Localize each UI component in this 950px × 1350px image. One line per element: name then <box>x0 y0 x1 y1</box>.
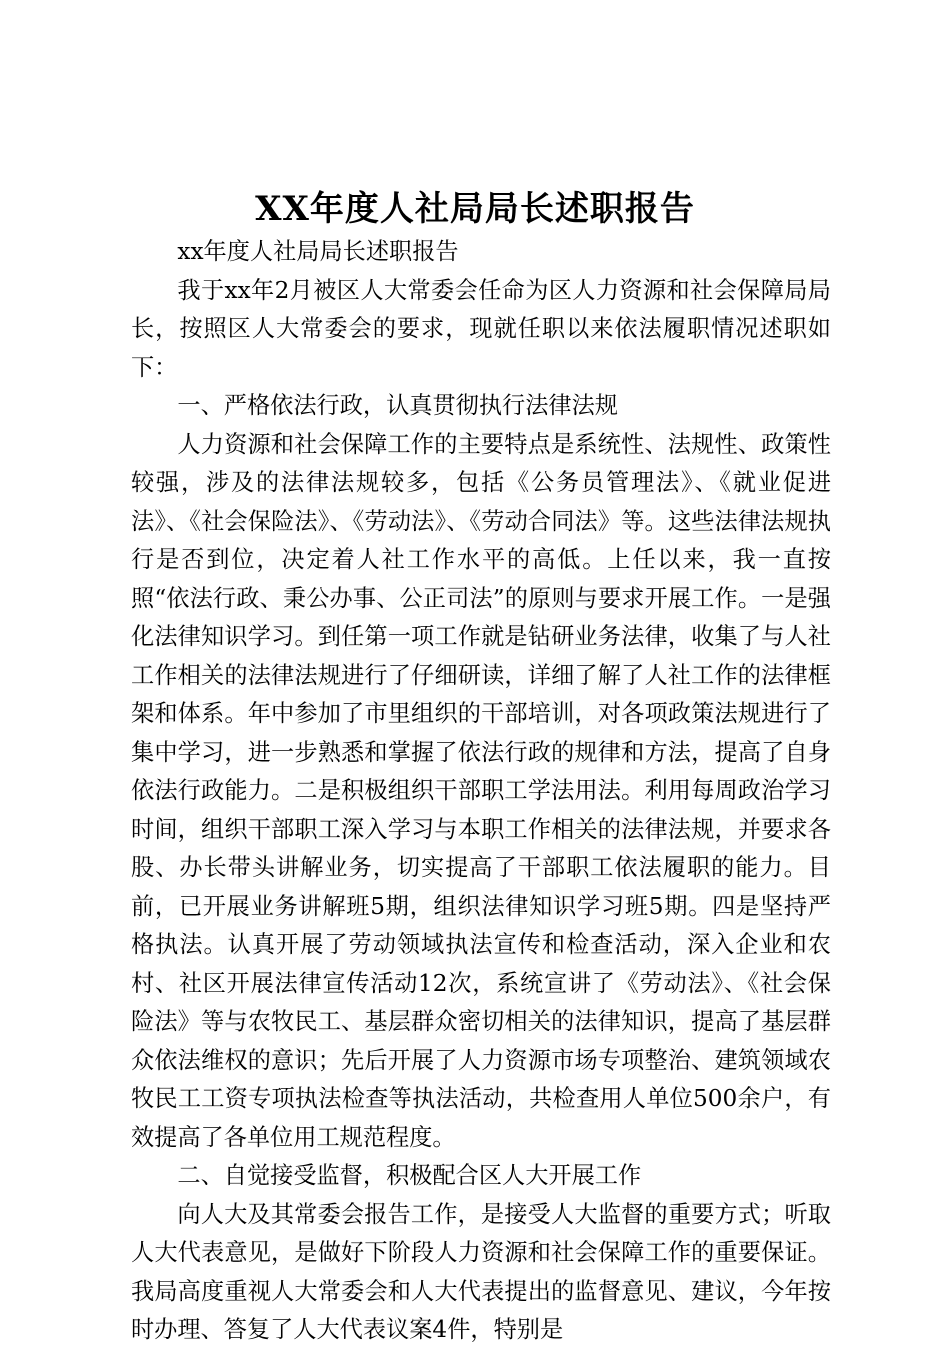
paragraph-intro: 我于xx年2月被区人大常委会任命为区人力资源和社会保障局局长，按照区人大常委会的要求，现就任职以来依法履职情况述职如下： <box>131 276 831 381</box>
paragraph-section-1: 人力资源和社会保障工作的主要特点是系统性、法规性、政策性较强，涉及的法律法规较多，包括《公务员管理法》、《就业促进法》、《社会保险法》、《劳动法》、《劳动合同法》等。这些法律法规执行是否到位，决定着人社工作水平的高低。上任以来，我一直按照“依法行政、秉公办事、公正司法”的原则与要求开展工作。一是强化法律知识学习。到任第一项工作就是钻研业务法律，收集了与人社工作相关的法律法规进行了仔细研读，详细了解了人社工作的法律框架和体系。年中参加了市里组织的干部培训，对各项政策法规进行了集中学习，进一步熟悉和掌握了依法行政的规律和方法，提高了自身依法行政能力。二是积极组织干部职工学法用法。利用每周政治学习时间，组织干部职工深入学习与本职工作相关的法律法规，并要求各股、办长带头讲解业务，切实提高了干部职工依法履职的能力。目前，已开展业务讲解班5期，组织法律知识学习班5期。四是坚持严格执法。认真开展了劳动领域执法宣传和检查活动，深入企业和农村、社区开展法律宣传活动12次，系统宣讲了《劳动法》、《社会保险法》等与农牧民工、基层群众密切相关的法律知识，提高了基层群众依法维权的意识；先后开展了人力资源市场专项整治、建筑领域农牧民工工资专项执法检查等执法活动，共检查用人单位500余户，有效提高了各单位用工规范程度。 <box>131 430 831 1151</box>
paragraph-subtitle: xx年度人社局局长述职报告 <box>177 238 459 265</box>
paragraph-section-2: 向人大及其常委会报告工作，是接受人大监督的重要方式；听取人大代表意见，是做好下阶段人力资源和社会保障工作的重要保证。我局高度重视人大常委会和人大代表提出的监督意见、建议，今年按时办理、答复了人大代表议案4件，特别是 <box>131 1200 831 1343</box>
document-body <box>131 233 831 1350</box>
document-title: XX年度人社局局长述职报告 <box>255 189 695 229</box>
section-heading-1: 一、严格依法行政，认真贯彻执行法律法规 <box>177 392 618 419</box>
section-heading-2: 二、自觉接受监督，积极配合区人大开展工作 <box>177 1162 642 1189</box>
